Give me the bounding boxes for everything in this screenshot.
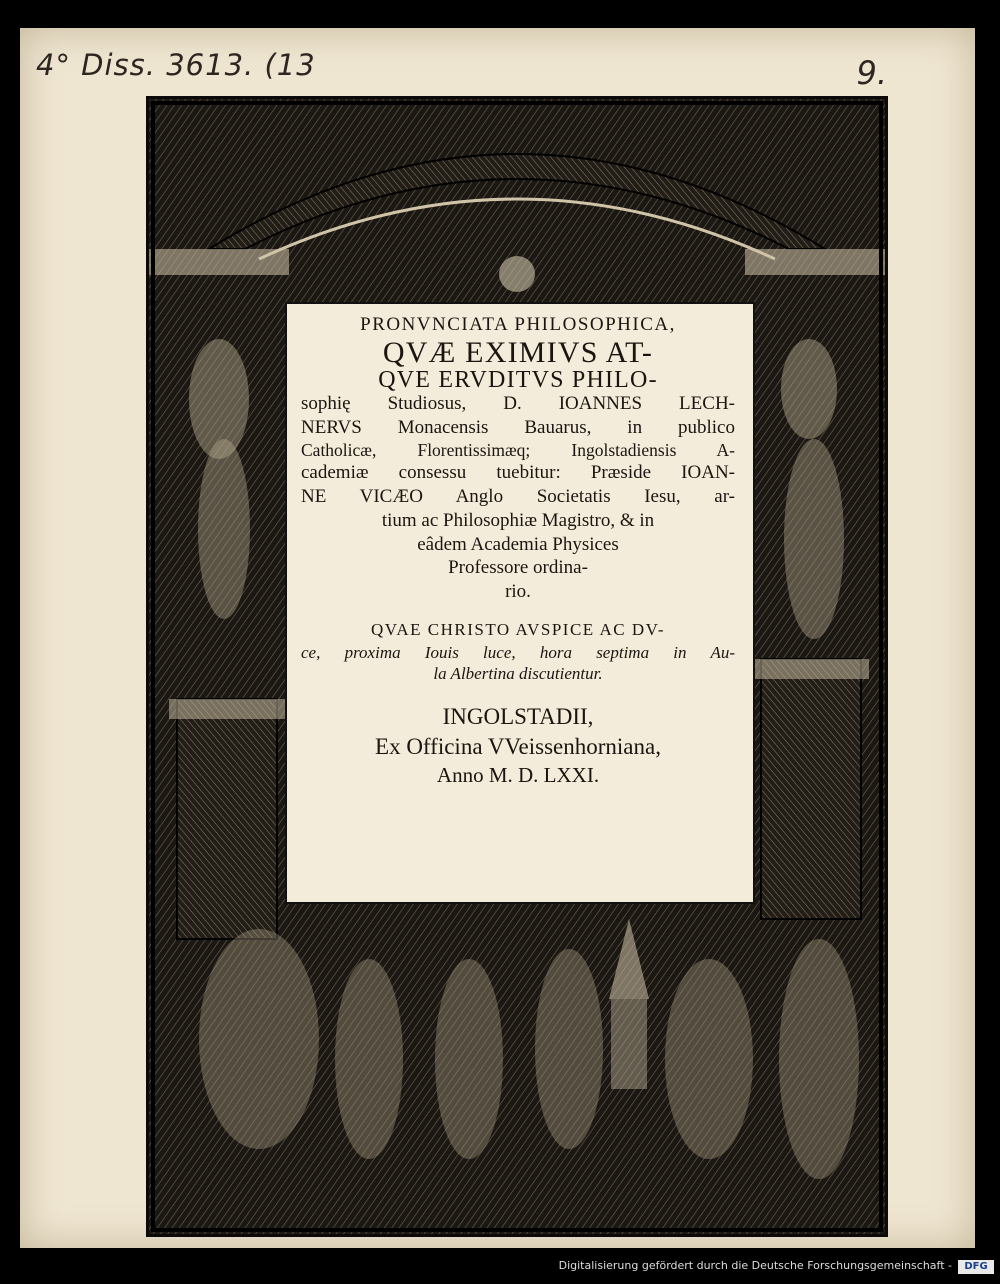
title-line-7: cademiæ consessu tuebitur: Præside IOAN- bbox=[301, 462, 735, 484]
title-line-15: la Albertina discutientur. bbox=[433, 664, 603, 684]
imprint-printer: Ex Officina VVeissenhorniana, bbox=[375, 734, 661, 760]
title-line-10: eâdem Academia Physices bbox=[417, 533, 619, 555]
title-line-2: QVÆ EXIMIVS AT- bbox=[382, 336, 654, 369]
title-line-5: NERVS Monacensis Bauarus, in publico bbox=[301, 416, 735, 438]
title-line-1: PRONVNCIATA PHILOSOPHICA, bbox=[360, 314, 676, 335]
title-line-11: Professore ordina- bbox=[448, 557, 588, 579]
title-line-6: Catholicæ, Florentissimæq; Ingolstadiensis A- bbox=[301, 439, 735, 460]
digitization-credit: Digitalisierung gefördert durch die Deutsche Forschungsgemeinschaft - bbox=[558, 1259, 952, 1272]
title-line-12: rio. bbox=[505, 581, 531, 603]
title-line-14: ce, proxima Iouis luce, hora septima in Au- bbox=[301, 642, 735, 662]
title-line-13: QVAE CHRISTO AVSPICE AC DV- bbox=[371, 619, 665, 639]
shelfmark-annotation: 4° Diss. 3613. (13 bbox=[36, 48, 316, 82]
dfg-logo: DFG bbox=[958, 1260, 994, 1274]
folio-number: 9. bbox=[856, 54, 887, 92]
title-line-9: tium ac Philosophiæ Magistro, & in bbox=[381, 509, 655, 531]
title-line-4: sophię Studiosus, D. IOANNES LECH- bbox=[301, 393, 735, 414]
title-line-8: NE VICÆO Anglo Societatis Iesu, ar- bbox=[301, 486, 735, 508]
woodcut-border bbox=[146, 96, 888, 1237]
imprint-place: INGOLSTADII, bbox=[442, 704, 594, 730]
book-page bbox=[20, 28, 975, 1248]
imprint-year: Anno M. D. LXXI. bbox=[436, 763, 600, 788]
title-panel bbox=[285, 302, 755, 904]
title-line-3: QVE ERVDITVS PHILO- bbox=[378, 367, 658, 393]
